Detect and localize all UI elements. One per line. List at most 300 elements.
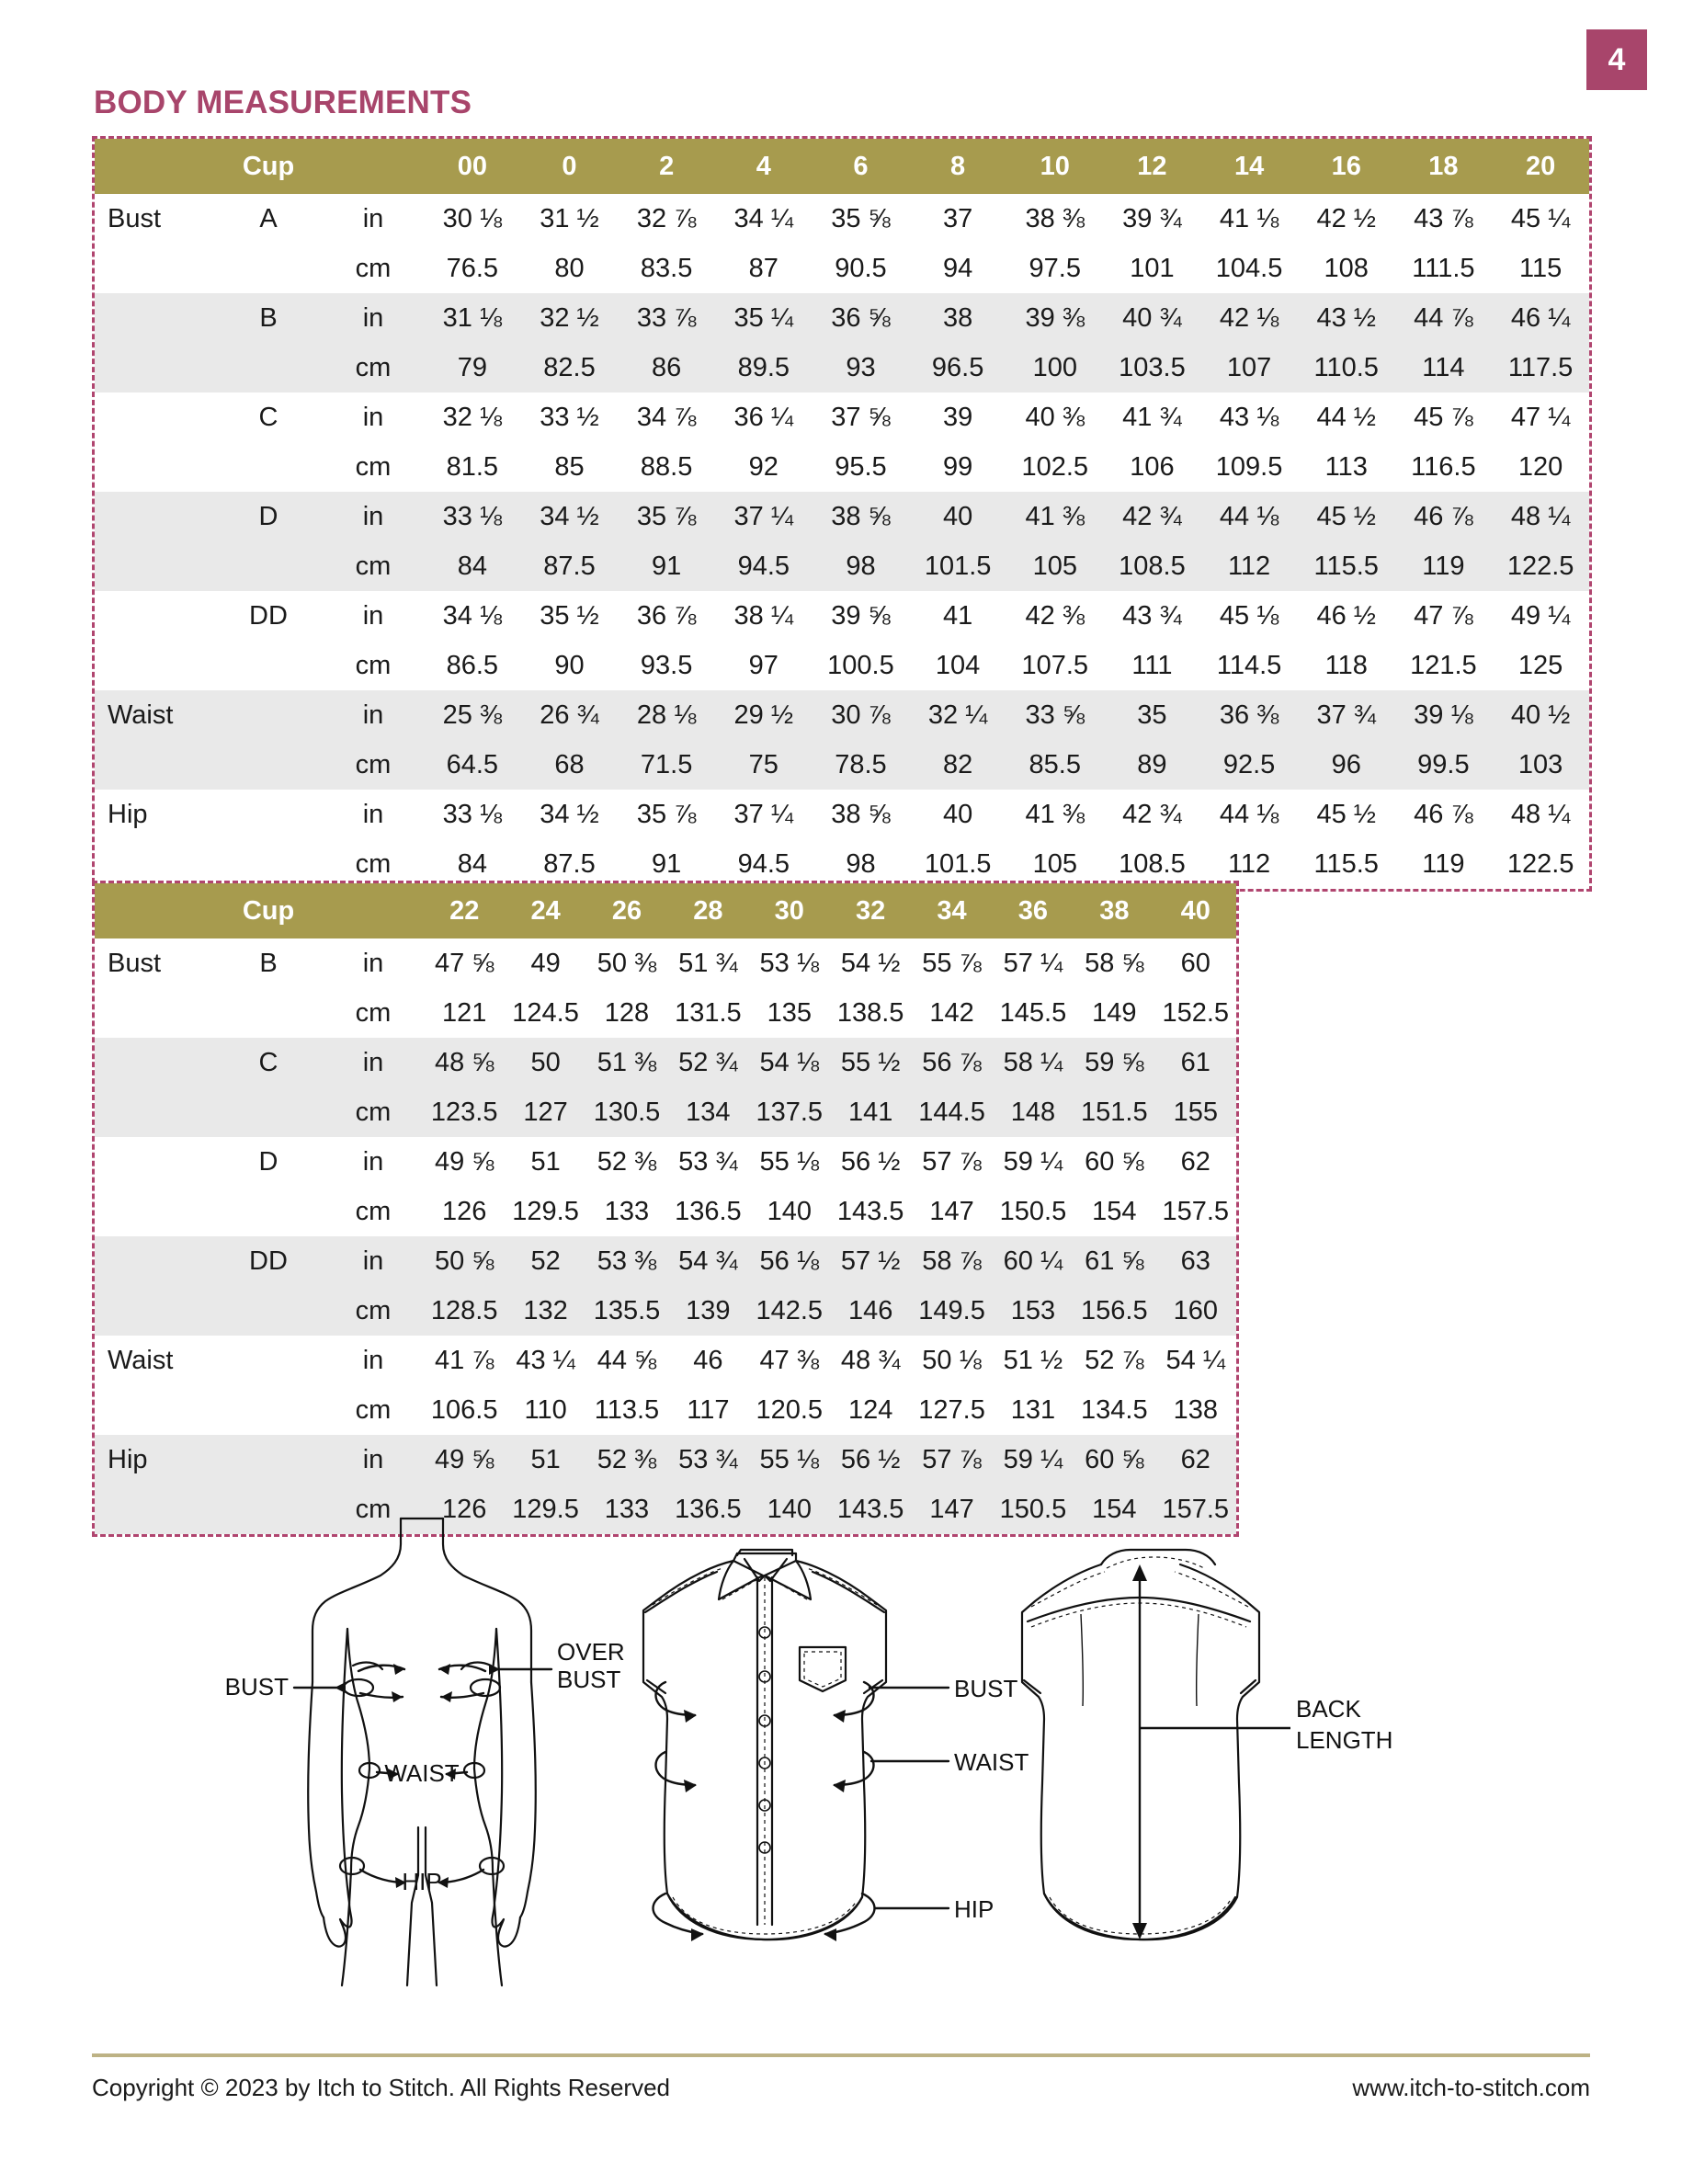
measurement-cell: 39 ¾: [1122, 203, 1182, 233]
measurement-cell: 143.5: [830, 1484, 911, 1534]
measurement-cell: 97: [748, 650, 778, 680]
measurement-cell: 89: [1104, 740, 1201, 790]
measurement-cell: 32 ¼: [909, 690, 1006, 740]
measurement-cell: 56 ½: [840, 1146, 901, 1177]
measurement-cell: 49 ¼: [1510, 600, 1571, 631]
measurement-cell: 133: [586, 1484, 667, 1534]
measurement-cell: 59 ¼: [1003, 1146, 1063, 1177]
row-label: [95, 293, 214, 343]
measurement-cell: 119: [1395, 541, 1493, 591]
measurement-cell: 154: [1074, 1484, 1154, 1534]
measurement-cell: 91: [618, 541, 715, 591]
table-row: [95, 938, 1236, 988]
table2: [95, 883, 1236, 1534]
table1-header-size: 4: [715, 139, 813, 194]
measurement-cell: 117: [687, 1394, 730, 1425]
measurement-cell: 126: [424, 1484, 505, 1534]
measurement-cell: 142.5: [749, 1286, 830, 1336]
table-row: [95, 790, 1589, 839]
row-cup: [214, 442, 323, 492]
measurement-cell: 114: [1395, 343, 1493, 392]
measurement-cell: 45 ¼: [1510, 203, 1571, 233]
table1-header-size: 16: [1298, 139, 1395, 194]
measurement-cell: 41 ⅞: [434, 1345, 494, 1375]
measurement-cell: 30 ⅛: [442, 203, 503, 233]
table1-header-size: 10: [1006, 139, 1104, 194]
measurement-cell: 110: [524, 1394, 567, 1425]
table-row: [95, 392, 1589, 442]
measurement-cell: 113.5: [594, 1394, 660, 1425]
measurement-cell: 52 ⅞: [1085, 1345, 1144, 1375]
measurement-cell: 34 ¼: [733, 203, 794, 233]
measurement-cell: 41 ¾: [1122, 402, 1182, 432]
measurement-cell: 28 ⅛: [618, 690, 715, 740]
measurement-cell: 95.5: [835, 451, 887, 482]
measurement-cell: 52 ⅜: [586, 1435, 667, 1484]
row-label: [95, 1236, 214, 1286]
row-unit: in: [362, 203, 384, 233]
row-label: [95, 244, 214, 293]
table1-header-size: 2: [618, 139, 715, 194]
table-row: [95, 244, 1589, 293]
table-row: [95, 1385, 1236, 1435]
table1-header-size: 6: [813, 139, 910, 194]
measurement-cell: 87: [748, 253, 778, 283]
measurement-cell: 55 ½: [830, 1038, 911, 1087]
table1-header-size: 8: [909, 139, 1006, 194]
measurement-cell: 86.5: [446, 650, 499, 680]
row-cup: [214, 740, 323, 790]
table2-header-size: 34: [911, 883, 992, 938]
measurement-cell: 98: [846, 848, 876, 879]
measurement-cell: 38: [909, 293, 1006, 343]
measurement-cell: 51: [505, 1435, 585, 1484]
table1-header: [95, 139, 1589, 194]
measurement-cell: 64.5: [424, 740, 521, 790]
body-label-overbust-2: BUST: [557, 1666, 621, 1693]
measurement-cell: 97.5: [1029, 253, 1081, 283]
measurement-cell: 51 ½: [1003, 1345, 1063, 1375]
measurement-cell: 84: [424, 541, 521, 591]
table-row: [95, 690, 1589, 740]
page-number-badge: 4: [1586, 29, 1647, 90]
table2-header-cup: Cup: [214, 883, 323, 938]
table1-header-blank: [95, 139, 214, 194]
measurement-cell: 43 ¾: [1122, 600, 1182, 631]
measurement-cell: 57 ¼: [1003, 948, 1063, 978]
measurement-cell: 79: [424, 343, 521, 392]
measurement-cell: 40 ¾: [1104, 293, 1201, 343]
row-cup: [214, 1336, 323, 1385]
measurement-cell: 106.5: [430, 1394, 498, 1425]
row-cup: [214, 988, 323, 1038]
measurement-cell: 136.5: [667, 1484, 748, 1534]
table2-body: [95, 938, 1236, 1534]
row-unit: cm: [355, 451, 392, 482]
measurement-cell: 52 ¾: [667, 1038, 748, 1087]
row-label: Bust: [108, 948, 162, 978]
row-cup: [214, 790, 323, 839]
measurement-cell: 107.5: [1021, 650, 1089, 680]
measurement-cell: 38 ⅝: [813, 492, 910, 541]
measurement-cell: 100: [1006, 343, 1104, 392]
table-row: [95, 1435, 1236, 1484]
measurement-cell: 35 ½: [540, 600, 599, 631]
measurement-cell: 32 ⅛: [442, 402, 503, 432]
measurement-cell: 56 ⅞: [911, 1038, 992, 1087]
page-footer: [92, 2074, 1590, 2102]
measurement-cell: 47 ⅝: [434, 948, 494, 978]
measurement-cell: 37 ¾: [1298, 690, 1395, 740]
measurement-cell: 88.5: [640, 451, 693, 482]
shirt-front-illustration: [625, 1507, 1029, 1985]
measurement-cell: 130.5: [586, 1087, 667, 1137]
measurement-cell: 108.5: [1104, 541, 1201, 591]
measurement-cell: 58 ⅝: [1085, 948, 1144, 978]
measurement-cell: 52: [505, 1236, 585, 1286]
measurement-cell: 39: [942, 402, 973, 432]
row-cup: [214, 1286, 323, 1336]
measurement-cell: 57 ⅞: [922, 1146, 982, 1177]
table2-header-size: 32: [830, 883, 911, 938]
measurement-cell: 44 ⅛: [1200, 492, 1298, 541]
row-label: [95, 591, 214, 641]
measurement-cell: 45 ½: [1316, 799, 1376, 829]
measurement-cell: 60 ¼: [993, 1236, 1074, 1286]
measurement-cell: 150.5: [993, 1484, 1074, 1534]
row-cup: [214, 343, 323, 392]
measurement-cell: 51: [530, 1146, 561, 1177]
measurement-cell: 29 ½: [715, 690, 813, 740]
measurement-cell: 108: [1324, 253, 1369, 283]
measurement-cell: 61 ⅝: [1074, 1236, 1154, 1286]
row-label: [95, 641, 214, 690]
row-unit: in: [362, 1146, 384, 1177]
measurement-cell: 107: [1200, 343, 1298, 392]
measurement-cell: 157.5: [1162, 1196, 1230, 1226]
measurement-cell: 41 ⅜: [1025, 799, 1085, 829]
measurement-cell: 76.5: [446, 253, 499, 283]
measurement-cell: 43 ¼: [516, 1345, 575, 1375]
table2-header-size: 38: [1074, 883, 1154, 938]
measurement-cell: 78.5: [813, 740, 910, 790]
measurement-cell: 25 ⅜: [424, 690, 521, 740]
row-unit: cm: [323, 1286, 424, 1336]
body-figure-illustration: [224, 1507, 625, 1985]
measurement-cell: 48 ⅝: [424, 1038, 505, 1087]
measurement-cell: 39 ⅜: [1006, 293, 1104, 343]
measurement-cell: 129.5: [512, 1196, 579, 1226]
table2-header-size: 40: [1155, 883, 1236, 938]
measurement-cell: 112: [1227, 848, 1271, 879]
measurement-cell: 53 ⅛: [759, 948, 819, 978]
row-cup: [214, 690, 323, 740]
table-row: [95, 988, 1236, 1038]
measurement-cell: 140: [749, 1484, 830, 1534]
table1-header-unit: [323, 139, 424, 194]
measurement-cell: 118: [1324, 650, 1368, 680]
measurement-cell: 38 ¼: [733, 600, 794, 631]
table-row: [95, 442, 1589, 492]
measurement-cell: 124.5: [512, 997, 579, 1028]
measurement-cell: 82: [909, 740, 1006, 790]
row-label: [95, 343, 214, 392]
table1: [95, 139, 1589, 889]
body-label-bust: BUST: [224, 1673, 289, 1701]
measurement-cell: 121.5: [1410, 650, 1477, 680]
measurement-cell: 113: [1324, 451, 1368, 482]
measurement-cell: 35 ⅝: [831, 203, 891, 233]
measurement-cell: 36 ⅝: [813, 293, 910, 343]
measurement-cell: 91: [652, 848, 682, 879]
measurement-cell: 114.5: [1216, 650, 1282, 680]
measurement-cell: 127.5: [918, 1394, 985, 1425]
footer-copyright: Copyright © 2023 by Itch to Stitch. All Rights Reserved: [92, 2074, 671, 2101]
measurement-cell: 143.5: [836, 1196, 904, 1226]
table-row: [95, 1336, 1236, 1385]
row-unit: in: [323, 1435, 424, 1484]
measurement-cell: 44 ⅝: [597, 1345, 657, 1375]
measurement-cell: 90.5: [835, 253, 887, 283]
table2-header: [95, 883, 1236, 938]
table-row: [95, 591, 1589, 641]
measurement-cell: 109.5: [1215, 451, 1283, 482]
measurement-cell: 85: [554, 451, 585, 482]
measurement-cell: 40 ½: [1492, 690, 1589, 740]
row-cup: [214, 1187, 323, 1236]
measurement-cell: 30 ⅞: [813, 690, 910, 740]
measurement-cell: 103.5: [1104, 343, 1201, 392]
table-row: [95, 1187, 1236, 1236]
measurement-cell: 103: [1492, 740, 1589, 790]
measurement-cell: 26 ¾: [521, 690, 619, 740]
row-unit: cm: [323, 740, 424, 790]
row-cup: B: [259, 948, 278, 978]
measurement-cell: 31 ½: [540, 203, 599, 233]
row-label: [95, 1137, 214, 1187]
measurement-cell: 87.5: [521, 541, 619, 591]
table-row: [95, 1038, 1236, 1087]
measurement-cell: 94.5: [715, 541, 813, 591]
table2-header-size: 22: [424, 883, 505, 938]
measurement-cell: 38 ⅝: [831, 799, 891, 829]
measurement-cell: 42 ½: [1316, 203, 1376, 233]
measurement-cell: 110.5: [1298, 343, 1395, 392]
measurement-cell: 146: [830, 1286, 911, 1336]
row-unit: in: [323, 492, 424, 541]
row-label: [95, 442, 214, 492]
table-row: [95, 492, 1589, 541]
row-unit: cm: [323, 343, 424, 392]
row-unit: in: [323, 293, 424, 343]
measurement-cell: 49: [530, 948, 561, 978]
measurement-cell: 33 ⅝: [1006, 690, 1104, 740]
measurement-cell: 33 ⅞: [618, 293, 715, 343]
measurement-cell: 125: [1517, 650, 1563, 680]
measurement-cell: 41: [942, 600, 973, 631]
measurement-cell: 148: [993, 1087, 1074, 1137]
measurement-cell: 101: [1130, 253, 1175, 283]
measurement-cell: 141: [830, 1087, 911, 1137]
footer-divider: [92, 2053, 1590, 2057]
shirt-back-label-backlength-2: LENGTH: [1296, 1726, 1393, 1754]
measurement-cell: 32 ½: [521, 293, 619, 343]
row-label: Waist: [95, 690, 214, 740]
measurement-cell: 135: [767, 997, 812, 1028]
measurement-cell: 43 ½: [1298, 293, 1395, 343]
measurement-cell: 58 ¼: [993, 1038, 1074, 1087]
measurement-cell: 85.5: [1006, 740, 1104, 790]
measurement-cell: 60: [1180, 948, 1210, 978]
measurement-cell: 111.5: [1412, 253, 1475, 283]
measurement-cell: 50 ⅝: [424, 1236, 505, 1286]
measurement-cell: 59 ¼: [993, 1435, 1074, 1484]
measurements-table-sizes-22-40: [92, 881, 1239, 1537]
row-label: [95, 492, 214, 541]
table1-header-size: 00: [424, 139, 521, 194]
measurement-cell: 57 ⅞: [911, 1435, 992, 1484]
measurement-cell: 37 ¼: [715, 492, 813, 541]
table-row: [95, 641, 1589, 690]
row-cup: D: [214, 492, 323, 541]
table-row: [95, 1236, 1236, 1286]
measurement-cell: 50 ⅜: [597, 948, 657, 978]
table1-header-cup: Cup: [214, 139, 323, 194]
measurement-cell: 47 ⅞: [1414, 600, 1473, 631]
measurement-cell: 147: [929, 1196, 974, 1226]
row-cup: C: [214, 1038, 323, 1087]
measurement-cell: 120: [1517, 451, 1563, 482]
measurement-cell: 61: [1155, 1038, 1236, 1087]
shirt-back-illustration: [1020, 1507, 1415, 1985]
measurement-cell: 37: [942, 203, 973, 233]
measurement-cell: 40 ⅜: [1025, 402, 1085, 432]
measurement-cell: 115: [1518, 253, 1563, 283]
measurement-cell: 35 ⅞: [636, 799, 697, 829]
row-unit: cm: [355, 997, 392, 1028]
measurement-cell: 140: [767, 1196, 812, 1226]
measurement-cell: 136.5: [675, 1196, 742, 1226]
measurement-cell: 149.5: [911, 1286, 992, 1336]
measurement-cell: 53 ¾: [667, 1435, 748, 1484]
measurement-cell: 105: [1006, 541, 1104, 591]
measurement-cell: 108.5: [1119, 848, 1186, 879]
measurement-cell: 48 ¼: [1492, 492, 1589, 541]
row-unit: in: [362, 402, 384, 432]
measurement-cell: 51 ¾: [678, 948, 738, 978]
measurement-cell: 42 ¾: [1104, 492, 1201, 541]
measurement-cell: 54 ½: [840, 948, 901, 978]
table-row: [95, 194, 1589, 244]
table1-header-row: [95, 139, 1589, 194]
measurement-cell: 96.5: [909, 343, 1006, 392]
measurement-cell: 36 ¼: [733, 402, 794, 432]
row-unit: in: [362, 799, 384, 829]
measurement-cell: 33 ⅛: [442, 799, 503, 829]
shirt-front-label-hip: HIP: [954, 1895, 994, 1923]
row-label: [95, 988, 214, 1038]
measurement-cell: 68: [521, 740, 619, 790]
measurement-cell: 34 ⅞: [636, 402, 697, 432]
measurement-cell: 50: [505, 1038, 585, 1087]
row-label: [95, 392, 214, 442]
measurement-cell: 86: [618, 343, 715, 392]
measurement-cell: 89.5: [715, 343, 813, 392]
table-row: [95, 1286, 1236, 1336]
measurement-cell: 116.5: [1411, 451, 1476, 482]
measurement-cell: 51 ⅜: [586, 1038, 667, 1087]
measurement-cell: 106: [1130, 451, 1175, 482]
table2-header-size: 30: [749, 883, 830, 938]
measurement-cell: 56 ½: [830, 1435, 911, 1484]
row-cup: C: [258, 402, 278, 432]
table1-header-size: 14: [1200, 139, 1298, 194]
measurement-cell: 122.5: [1492, 541, 1589, 591]
measurement-cell: 47 ⅜: [759, 1345, 819, 1375]
measurement-cell: 31 ⅛: [424, 293, 521, 343]
row-unit: cm: [355, 848, 392, 879]
measurement-cell: 56 ⅛: [749, 1236, 830, 1286]
row-unit: in: [323, 690, 424, 740]
row-unit: cm: [323, 1484, 424, 1534]
measurement-cell: 62: [1180, 1146, 1210, 1177]
row-cup: [214, 541, 323, 591]
measurement-cell: 160: [1155, 1286, 1236, 1336]
measurement-cell: 34 ⅛: [442, 600, 503, 631]
row-unit: in: [323, 1038, 424, 1087]
table2-header-size: 36: [993, 883, 1074, 938]
row-label: Bust: [108, 203, 162, 233]
table2-header-blank: [95, 883, 214, 938]
measurement-cell: 55 ⅛: [749, 1435, 830, 1484]
measurement-cell: 127: [505, 1087, 585, 1137]
measurement-cell: 39 ⅛: [1395, 690, 1493, 740]
row-cup: [214, 244, 323, 293]
measurement-cell: 133: [604, 1196, 650, 1226]
row-label: [95, 740, 214, 790]
measurement-cell: 152.5: [1162, 997, 1230, 1028]
measurement-cell: 42 ¾: [1122, 799, 1182, 829]
measurement-cell: 144.5: [911, 1087, 992, 1137]
measurement-cell: 35 ⅞: [618, 492, 715, 541]
measurement-cell: 134: [667, 1087, 748, 1137]
measurements-table-sizes-00-20: [92, 136, 1592, 892]
table1-header-size: 20: [1492, 139, 1589, 194]
measurement-cell: 117.5: [1492, 343, 1589, 392]
measurement-cell: 124: [847, 1394, 893, 1425]
measurement-cell: 93.5: [640, 650, 693, 680]
measurement-cell: 139: [667, 1286, 748, 1336]
measurement-cell: 34 ½: [521, 492, 619, 541]
measurement-cell: 101.5: [909, 541, 1006, 591]
measurement-cell: 44 ½: [1316, 402, 1376, 432]
row-unit: cm: [355, 1196, 392, 1226]
measurement-cell: 101.5: [924, 848, 992, 879]
measurement-cell: 48 ¼: [1510, 799, 1571, 829]
row-unit: in: [362, 948, 384, 978]
measurement-cell: 75: [715, 740, 813, 790]
row-label: [95, 541, 214, 591]
measurement-cell: 43 ⅛: [1219, 402, 1279, 432]
measurement-cell: 57 ½: [830, 1236, 911, 1286]
footer-website[interactable]: www.itch-to-stitch.com: [1352, 2074, 1590, 2101]
measurement-cell: 94: [942, 253, 973, 283]
measurement-cell: 126: [442, 1196, 487, 1226]
measurement-cell: 49 ⅝: [434, 1146, 494, 1177]
row-unit: cm: [323, 1087, 424, 1137]
row-unit: cm: [355, 1394, 392, 1425]
measurement-cell: 131: [1010, 1394, 1056, 1425]
